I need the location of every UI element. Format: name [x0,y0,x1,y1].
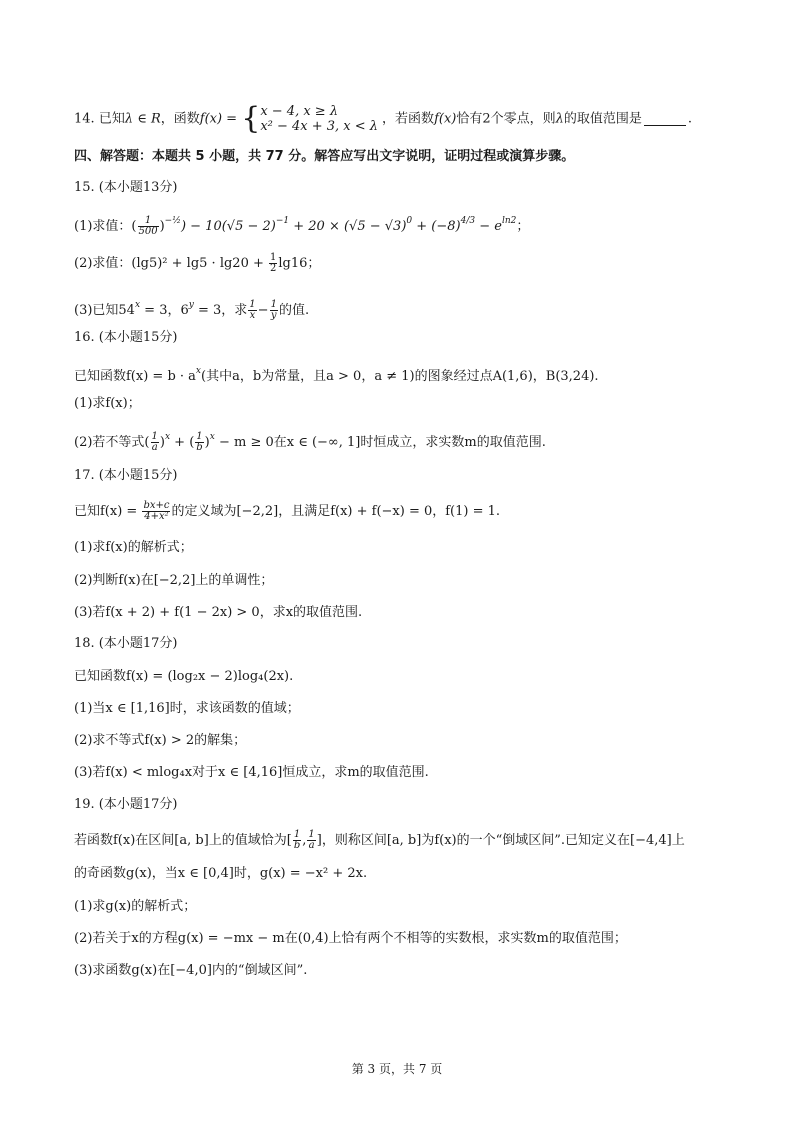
question-19-part-3: (3)求函数g(x)在[−4,0]内的“倒域区间”. [74,963,308,978]
question-17-part-2: (2)判断f(x)在[−2,2]上的单调性； [74,573,274,588]
question-16-intro: 已知函数$f(x) = b \cdot a^x$(其中a，b为常量，且a > 0，a ≠ 1)的图象经过点A(1,6)，B(3,24). [74,366,599,384]
question-18-part-2: (2)求不等式f(x) > 2的解集； [74,733,247,748]
piecewise-brace: { [241,101,261,136]
question-19-header: 19. (本小题17分) [74,797,178,812]
question-18-part-1: (1)当x ∈ [1,16]时，求该函数的值域； [74,701,300,716]
question-17-part-1: (1)求f(x)的解析式； [74,540,193,555]
question-number: 14. [74,111,99,127]
question-17-part-3: (3)若f(x + 2) + f(1 − 2x) > 0，求x的取值范围. [74,605,363,620]
section-heading: 四、解答题：本题共 5 小题，共 77 分。解答应写出文字说明，证明过程或演算步骤。 [74,149,575,164]
question-14: 14. 已知λ ∈ R，函数f(x) = { x − 4, x ≥ λ x² − 4x + 3, x < λ ，若函数f(x)恰有2个零点，则λ的取值范围是 . [74,101,693,136]
question-15-header: 15. (本小题13分) [74,180,178,195]
question-18-intro: 已知函数f(x) = (log₂x − 2)log₄(2x). [74,669,294,684]
question-18-header: 18. (本小题17分) [74,636,178,651]
question-19-intro: 若函数f(x)在区间[a, b]上的值域恰为[ $\frac{1}{b}$ , $\frac{1}{a}$ ]，则称区间[a, b]为f(x)的一个“倒域区间”.已知定义在[−4,4]上 [74,829,685,851]
question-18-part-3: (3)若f(x) < mlog₄x对于x ∈ [4,16]恒成立，求m的取值范围. [74,765,429,780]
question-17-intro: 已知f(x) = $\frac{bx+c}{\text{4+x²}}$ 的定义域为[−2,2]，且满足f(x) + f(−x) = 0，f(1) = 1. [74,500,501,522]
question-19-part-1: (1)求g(x)的解析式； [74,899,197,914]
question-19-intro-2: 的奇函数g(x)，当x ∈ [0,4]时，g(x) = −x² + 2x. [74,866,368,881]
question-17-header: 17. (本小题15分) [74,468,178,483]
question-16-part-1: (1)求f(x)； [74,396,141,411]
question-15-part-2: (2)求值：(lg5)² + lg5 · lg20 + $\frac{1}{2}$ lg16； [74,252,321,274]
question-15-part-1: (1)求值：( $\frac{1}{500}$ )$^{-\frac{1}{2}}) - 10(√5 - 2)^{-1} + 20 \times (√5 - √3)^0 + (-8)^{4/3} - e^{ln2}$； [74,215,530,237]
question-19-part-2: (2)若关于x的方程g(x) = −mx − m在(0,4)上恰有两个不相等的实数根，求实数m的取值范围； [74,931,627,946]
piecewise-cases: x − 4, x ≥ λ x² − 4x + 3, x < λ [260,104,379,134]
answer-blank [644,113,686,126]
question-16-header: 16. (本小题15分) [74,330,178,345]
page-footer: 第 3 页，共 7 页 [351,1062,443,1076]
question-16-part-2: (2)若不等式( $\frac{1}{a}$ )$^x$ + ( $\frac{1}{b}$ )$^x$ − m ≥ 0在x ∈ (−∞, 1]时恒成立，求实数m的取值范围. [74,431,546,453]
question-15-part-3: (3)已知$54^x = 3$，$6^y = 3$，求 $\frac{1}{x}$ − $\frac{1}{y}$ 的值. [74,299,310,321]
